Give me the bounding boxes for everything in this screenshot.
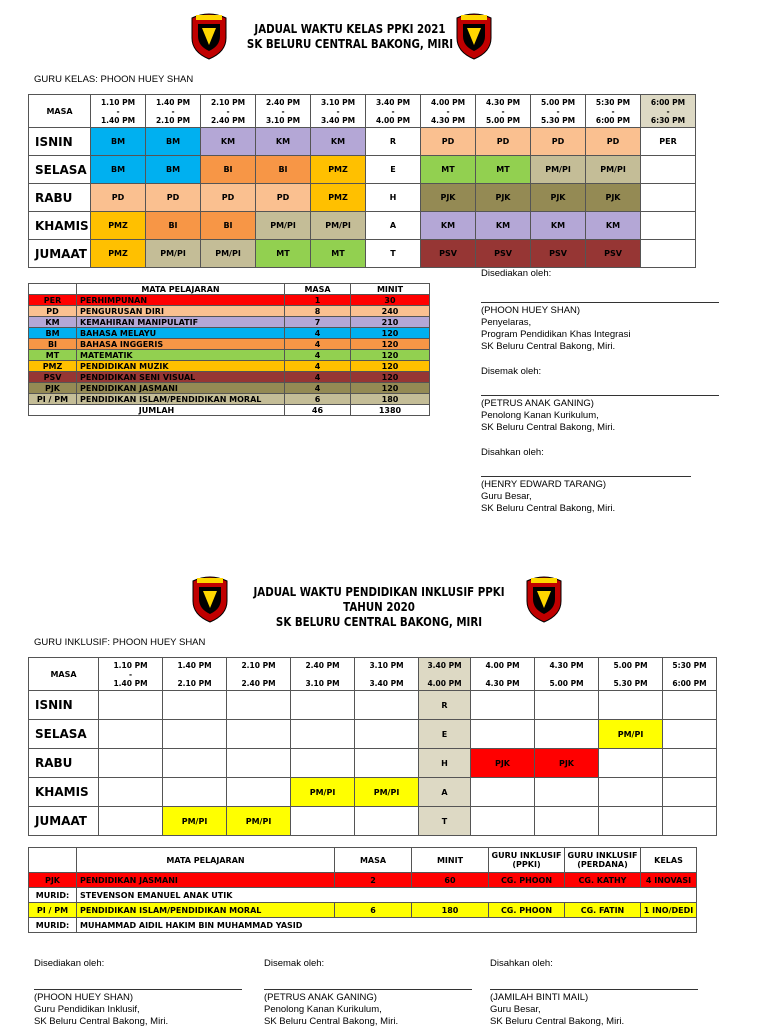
subject-row [29,361,430,372]
subject-cell: 4 INOVASI [641,873,697,888]
subject-code: PSV [29,372,77,383]
school-crest-logo [523,575,565,623]
school-crest-logo [189,575,231,623]
lesson-cell: PMZ [91,240,146,268]
lesson-cell: KM [476,212,531,240]
time-slot-header: 5.00 PM 5.30 PM [599,658,663,691]
lesson-cell: H [366,184,421,212]
day-row [29,184,696,212]
lesson-cell [641,156,696,184]
subject-name: PENDIDIKAN JASMANI [77,383,285,394]
time-slot-header: 1.40 PM 2.10 PM [163,658,227,691]
day-row [29,128,696,156]
subject-row [29,372,430,383]
lesson-cell [663,807,717,836]
time-slot-header: 3.40 PM 4.00 PM [419,658,471,691]
subject-code: PD [29,306,77,317]
student-name: MUHAMMAD AIDIL HAKIM BIN MUHAMMAD YASID [77,918,697,933]
lesson-cell: A [366,212,421,240]
lesson-cell [663,749,717,778]
lesson-cell [291,720,355,749]
signature-line [481,476,691,477]
column-header: MINIT [412,848,489,873]
total-periods: 46 [285,405,351,416]
subject-name: BAHASA MELAYU [77,328,285,339]
day-row [29,156,696,184]
lesson-cell: KM [586,212,641,240]
subject-cell: PENDIDIKAN JASMANI [77,873,335,888]
total-label: JUMLAH [29,405,285,416]
signature-line [264,989,472,990]
subject-cell: 2 [335,873,412,888]
inclusive-timetable [28,657,717,836]
lesson-cell [355,807,419,836]
time-slot-header: 3.10 PM 3.40 PM [355,658,419,691]
school-crest-logo [453,12,495,60]
column-header [29,284,77,295]
lesson-cell: BM [91,128,146,156]
subject-periods: 4 [285,361,351,372]
lesson-cell: E [366,156,421,184]
signatory-school: SK Beluru Central Bakong, Miri. [34,1016,169,1027]
lesson-cell: MT [476,156,531,184]
subject-periods: 1 [285,295,351,306]
time-slot-header: 4.00 PM - 4.30 PM [421,95,476,128]
day-row [29,807,717,836]
subject-minutes: 120 [351,361,430,372]
lesson-cell [599,807,663,836]
subject-cell: CG. PHOON [489,873,565,888]
lesson-cell: BI [256,156,311,184]
day-row [29,778,717,807]
subject-code: PMZ [29,361,77,372]
inclusive-teacher-label: GURU INKLUSIF: PHOON HUEY SHAN [34,637,206,648]
day-label: SELASA [29,156,91,184]
total-row [29,405,430,416]
time-slot-header: 6:00 PM - 6:30 PM [641,95,696,128]
day-label: ISNIN [29,691,99,720]
lesson-cell [641,184,696,212]
subject-code: PJK [29,383,77,394]
signatory-name: (JAMILAH BINTI MAIL) [490,992,589,1003]
approved-by-label: Disahkan oleh: [481,447,544,458]
day-label: JUMAAT [29,240,91,268]
column-header: MATA PELAJARAN [77,284,285,295]
day-label: RABU [29,749,99,778]
lesson-cell: MT [421,156,476,184]
signatory-role: Penolong Kanan Kurikulum, [481,410,599,421]
subject-minutes: 210 [351,317,430,328]
lesson-cell [99,691,163,720]
prepared-by-label: Disediakan oleh: [481,268,552,279]
signature-block-checked [264,958,474,1028]
subject-row [29,317,430,328]
subject-minutes: 120 [351,350,430,361]
lesson-cell [641,240,696,268]
inclusive-subject-table [28,847,697,933]
signatory-school: SK Beluru Central Bakong, Miri. [481,503,616,514]
subject-cell: CG. KATHY [565,873,641,888]
day-label: RABU [29,184,91,212]
column-header: MATA PELAJARAN [77,848,335,873]
signature-line [34,989,242,990]
lesson-cell [535,807,599,836]
lesson-cell: R [419,691,471,720]
total-minutes: 1380 [351,405,430,416]
lesson-cell [291,807,355,836]
title-line: SK BELURU CENTRAL BAKONG, MIRI [275,614,483,629]
lesson-cell: PD [586,128,641,156]
lesson-cell: PD [531,128,586,156]
subject-name: PERHIMPUNAN [77,295,285,306]
lesson-cell: PMZ [311,184,366,212]
day-row [29,720,717,749]
lesson-cell: PSV [586,240,641,268]
time-slot-header: 5:30 PM 6:00 PM [663,658,717,691]
class-teacher-label: GURU KELAS: PHOON HUEY SHAN [34,74,194,85]
title-line: SK BELURU CENTRAL BAKONG, MIRI [246,36,454,51]
signatory-name: (PHOON HUEY SHAN) [34,992,134,1003]
subject-cell: PI / PM [29,903,77,918]
signatory-school: SK Beluru Central Bakong, Miri. [481,422,616,433]
column-header: GURU INKLUSIF (PERDANA) [565,848,641,873]
lesson-cell [471,691,535,720]
prepared-by-label: Disediakan oleh: [34,958,105,969]
subject-row [29,383,430,394]
signature-line [481,302,719,303]
lesson-cell: BM [91,156,146,184]
subject-code: BM [29,328,77,339]
lesson-cell: PM/PI [355,778,419,807]
time-slot-header: 2.10 PM - 2.40 PM [201,95,256,128]
subject-name: PENDIDIKAN MUZIK [77,361,285,372]
time-slot-header: 1.40 PM - 2.10 PM [146,95,201,128]
lesson-cell [535,778,599,807]
column-header: KELAS [641,848,697,873]
subject-row [29,339,430,350]
day-row [29,749,717,778]
lesson-cell [99,807,163,836]
time-slot-header: 2.10 PM 2.40 PM [227,658,291,691]
day-row [29,240,696,268]
subject-row [29,350,430,361]
lesson-cell [535,691,599,720]
subject-periods: 4 [285,350,351,361]
signature-line [490,989,698,990]
lesson-cell: KM [311,128,366,156]
lesson-cell: MT [311,240,366,268]
lesson-cell: PM/PI [201,240,256,268]
lesson-cell: PSV [531,240,586,268]
lesson-cell: KM [201,128,256,156]
subject-periods: 4 [285,328,351,339]
signature-block-prepared [34,958,244,1028]
lesson-cell [163,720,227,749]
subject-minutes: 120 [351,328,430,339]
lesson-cell: PD [421,128,476,156]
lesson-cell: PD [146,184,201,212]
lesson-cell: MT [256,240,311,268]
time-slot-header: 1.10 PM - 1.40 PM [91,95,146,128]
subject-row [29,903,697,918]
time-slot-header: 4.30 PM 5.00 PM [535,658,599,691]
header-row [29,95,696,128]
lesson-cell: BM [146,128,201,156]
time-slot-header: 5:30 PM - 6:00 PM [586,95,641,128]
day-label: JUMAAT [29,807,99,836]
lesson-cell: PJK [471,749,535,778]
subject-code: KM [29,317,77,328]
subject-periods: 4 [285,372,351,383]
column-header: MASA [285,284,351,295]
lesson-cell: PJK [535,749,599,778]
day-label: SELASA [29,720,99,749]
lesson-cell [227,778,291,807]
day-row [29,212,696,240]
subject-name: BAHASA INGGERIS [77,339,285,350]
masa-header: MASA [29,658,99,691]
subject-minutes: 180 [351,394,430,405]
lesson-cell: PM/PI [256,212,311,240]
lesson-cell: T [419,807,471,836]
school-crest-logo [188,12,230,60]
lesson-cell: PM/PI [146,240,201,268]
column-header: GURU INKLUSIF (PPKI) [489,848,565,873]
subject-name: PENDIDIKAN SENI VISUAL [77,372,285,383]
timetable-title [243,21,456,51]
subject-periods: 4 [285,383,351,394]
signatory-role: Program Pendidikan Khas Integrasi [481,329,631,340]
lesson-cell: BI [146,212,201,240]
lesson-cell [163,749,227,778]
subject-cell: CG. FATIN [565,903,641,918]
lesson-cell [663,720,717,749]
time-slot-header: 5.00 PM - 5.30 PM [531,95,586,128]
subject-code: PI / PM [29,394,77,405]
subject-minutes: 120 [351,372,430,383]
lesson-cell [355,691,419,720]
signatory-school: SK Beluru Central Bakong, Miri. [481,341,616,352]
title-line: JADUAL WAKTU KELAS PPKI 2021 [254,21,446,36]
lesson-cell [663,691,717,720]
lesson-cell [355,720,419,749]
lesson-cell: E [419,720,471,749]
lesson-cell [599,749,663,778]
checked-by-label: Disemak oleh: [264,958,325,969]
subject-name: KEMAHIRAN MANIPULATIF [77,317,285,328]
inclusive-timetable-title [244,584,515,629]
lesson-cell: PD [91,184,146,212]
class-timetable [28,94,696,268]
lesson-cell: KM [256,128,311,156]
lesson-cell: PER [641,128,696,156]
lesson-cell: PM/PI [599,720,663,749]
title-line: TAHUN 2020 [343,599,415,614]
subject-cell: 60 [412,873,489,888]
subject-row [29,394,430,405]
time-slot-header: 2.40 PM 3.10 PM [291,658,355,691]
lesson-cell: BM [146,156,201,184]
time-slot-header: 3.40 PM - 4.00 PM [366,95,421,128]
lesson-cell: PM/PI [227,807,291,836]
subject-name: MATEMATIK [77,350,285,361]
day-label: KHAMIS [29,778,99,807]
student-label: MURID: [29,918,77,933]
student-row [29,888,697,903]
column-header [29,848,77,873]
time-slot-header: 4.30 PM - 5.00 PM [476,95,531,128]
subject-minutes: 120 [351,383,430,394]
lesson-cell [163,691,227,720]
column-header: MASA [335,848,412,873]
checked-by-label: Disemak oleh: [481,366,542,377]
signatory-role: Guru Besar, [490,1004,541,1015]
lesson-cell: PD [201,184,256,212]
subject-row [29,328,430,339]
subject-periods: 8 [285,306,351,317]
subject-periods: 7 [285,317,351,328]
lesson-cell: PJK [476,184,531,212]
signatory-name: (HENRY EDWARD TARANG) [481,479,607,490]
lesson-cell: R [366,128,421,156]
subject-cell: 1 INO/DEDI [641,903,697,918]
column-header: MINIT [351,284,430,295]
subject-minutes: 240 [351,306,430,317]
lesson-cell: PJK [421,184,476,212]
lesson-cell: BI [201,156,256,184]
subject-code: PER [29,295,77,306]
subject-cell: PJK [29,873,77,888]
subject-name: PENGURUSAN DIRI [77,306,285,317]
lesson-cell [535,720,599,749]
time-slot-header: 1.10 PM - 1.40 PM [99,658,163,691]
lesson-cell: H [419,749,471,778]
header-row [29,284,430,295]
signature-block-top [481,268,721,515]
subject-cell: 180 [412,903,489,918]
lesson-cell [471,720,535,749]
lesson-cell: PM/PI [311,212,366,240]
header-row [29,658,717,691]
day-label: KHAMIS [29,212,91,240]
lesson-cell [99,778,163,807]
time-slot-header: 2.40 PM - 3.10 PM [256,95,311,128]
lesson-cell: PM/PI [531,156,586,184]
lesson-cell: PJK [531,184,586,212]
day-label: ISNIN [29,128,91,156]
lesson-cell [663,778,717,807]
signatory-name: (PHOON HUEY SHAN) [481,305,581,316]
lesson-cell [227,720,291,749]
subject-summary-table [28,283,430,416]
signatory-school: SK Beluru Central Bakong, Miri. [264,1016,399,1027]
subject-minutes: 30 [351,295,430,306]
masa-header: MASA [29,95,91,128]
lesson-cell: PSV [421,240,476,268]
lesson-cell: A [419,778,471,807]
lesson-cell [355,749,419,778]
lesson-cell: PSV [476,240,531,268]
signature-line [481,395,719,396]
lesson-cell [641,212,696,240]
subject-periods: 6 [285,394,351,405]
time-slot-header: 4.00 PM 4.30 PM [471,658,535,691]
subject-minutes: 120 [351,339,430,350]
lesson-cell: PM/PI [163,807,227,836]
lesson-cell: PD [476,128,531,156]
time-slot-header: 3.10 PM - 3.40 PM [311,95,366,128]
subject-cell: CG. PHOON [489,903,565,918]
subject-row [29,306,430,317]
lesson-cell: T [366,240,421,268]
subject-periods: 4 [285,339,351,350]
signatory-role: Guru Pendidikan Inklusif, [34,1004,140,1015]
lesson-cell [599,778,663,807]
lesson-cell [163,778,227,807]
lesson-cell: PM/PI [291,778,355,807]
signatory-role: Penolong Kanan Kurikulum, [264,1004,382,1015]
lesson-cell: BI [201,212,256,240]
lesson-cell: PMZ [91,212,146,240]
lesson-cell [227,749,291,778]
subject-cell: PENDIDIKAN ISLAM/PENDIDIKAN MORAL [77,903,335,918]
lesson-cell [599,691,663,720]
lesson-cell: KM [421,212,476,240]
signature-block-approved [490,958,700,1028]
approved-by-label: Disahkan oleh: [490,958,553,969]
subject-code: MT [29,350,77,361]
signatory-role: Penyelaras, [481,317,532,328]
lesson-cell [291,749,355,778]
lesson-cell [471,778,535,807]
lesson-cell [291,691,355,720]
lesson-cell: PD [256,184,311,212]
lesson-cell: PMZ [311,156,366,184]
subject-row [29,873,697,888]
lesson-cell: PJK [586,184,641,212]
student-name: STEVENSON EMANUEL ANAK UTIK [77,888,697,903]
lesson-cell: PM/PI [586,156,641,184]
student-label: MURID: [29,888,77,903]
signatory-role: Guru Besar, [481,491,532,502]
title-line: JADUAL WAKTU PENDIDIKAN INKLUSIF PPKI [253,584,505,599]
lesson-cell: KM [531,212,586,240]
lesson-cell [227,691,291,720]
signatory-name: (PETRUS ANAK GANING) [481,398,594,409]
lesson-cell [99,720,163,749]
signatory-name: (PETRUS ANAK GANING) [264,992,377,1003]
signatory-school: SK Beluru Central Bakong, Miri. [490,1016,625,1027]
subject-row [29,295,430,306]
subject-code: BI [29,339,77,350]
day-row [29,691,717,720]
subject-cell: 6 [335,903,412,918]
lesson-cell [99,749,163,778]
student-row [29,918,697,933]
subject-name: PENDIDIKAN ISLAM/PENDIDIKAN MORAL [77,394,285,405]
lesson-cell [471,807,535,836]
header-row [29,848,697,873]
